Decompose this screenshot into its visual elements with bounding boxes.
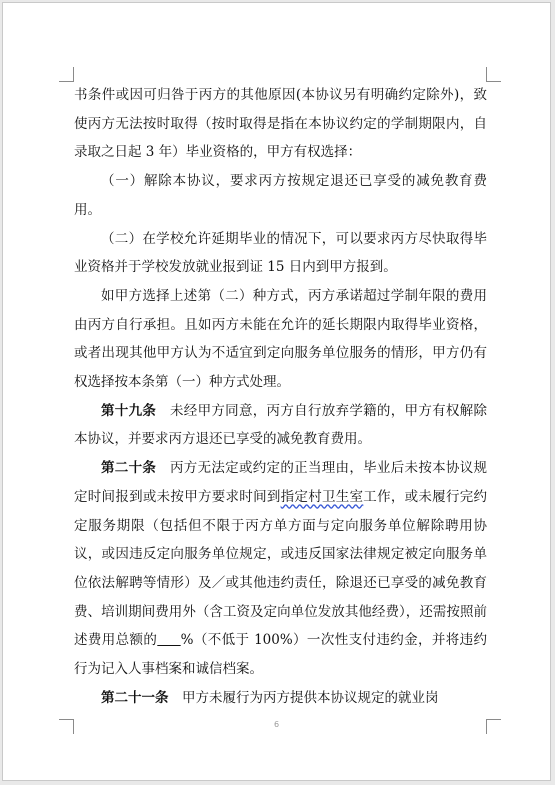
article-21-text: 甲方未履行为丙方提供本协议规定的就业岗 — [182, 689, 439, 706]
article-19-text: 未经甲方同意，丙方自行放弃学籍的，甲方有权解除本协议，并要求丙方退还已享受的减免教育费用。 — [74, 402, 488, 448]
article-20-text: %（不低于 100%）一次性支付违约金，并将违约行为记入人事档案和诚信档案。 — [74, 632, 488, 678]
article-19-heading: 第十九条 — [101, 402, 157, 419]
paragraph: （二）在学校允许延期毕业的情况下，可以要求丙方尽快取得毕业资格并于学校发放就业报到证 15 日内到甲方报到。 — [74, 230, 487, 276]
document-body — [74, 81, 487, 712]
document-page — [2, 2, 551, 781]
article-20-text: 工作，或未履行完约定服务期限（包括但不限于丙方单方面与定向服务单位解除聘用协议，或因违反定向服务单位规定，或违反国家法律规定被定向服务单位依法解聘等情形）及／或其他违约责任，除退还已享受的减免教育费、培训期间费用外（含工资及定向单位发放其他经费），还需按照前述费用总额的 — [74, 488, 488, 649]
article-20-heading: 第二十条 — [101, 460, 157, 477]
page-number: 6 — [273, 720, 280, 729]
crop-mark-top-left — [59, 67, 74, 82]
fill-in-blank[interactable] — [157, 632, 180, 648]
article-20 — [74, 454, 487, 684]
article-21 — [74, 684, 487, 713]
article-21-heading: 第二十一条 — [101, 689, 169, 706]
spellcheck-flagged-text: 指定村卫生室 — [280, 488, 364, 505]
paragraph: （一）解除本协议，要求丙方按规定退还已享受的减免教育费用。 — [74, 173, 487, 218]
paragraph: 如甲方选择上述第（二）种方式，丙方承诺超过学制年限的费用由丙方自行承担。且如丙方未能在允许的延长期限内取得毕业资格，或者出现其他甲方认为不适宜到定向服务单位服务的情形，甲方仍有权选择按本条第（一）种方式处理。 — [74, 287, 487, 391]
article-19 — [74, 397, 487, 454]
paragraph: 书条件或因可归咎于丙方的其他原因(本协议另有明确约定除外)，致使丙方无法按时取得（按时取得是指在本协议约定的学制期限内，自录取之日起 3 年）毕业资格的，甲方有权选择： — [74, 87, 487, 161]
crop-mark-top-right — [486, 67, 501, 82]
article-20-text: 丙方无法定或约定的正当理由，毕业后未按本协议规定时间报到或未按甲方要求时间到 — [74, 460, 488, 505]
